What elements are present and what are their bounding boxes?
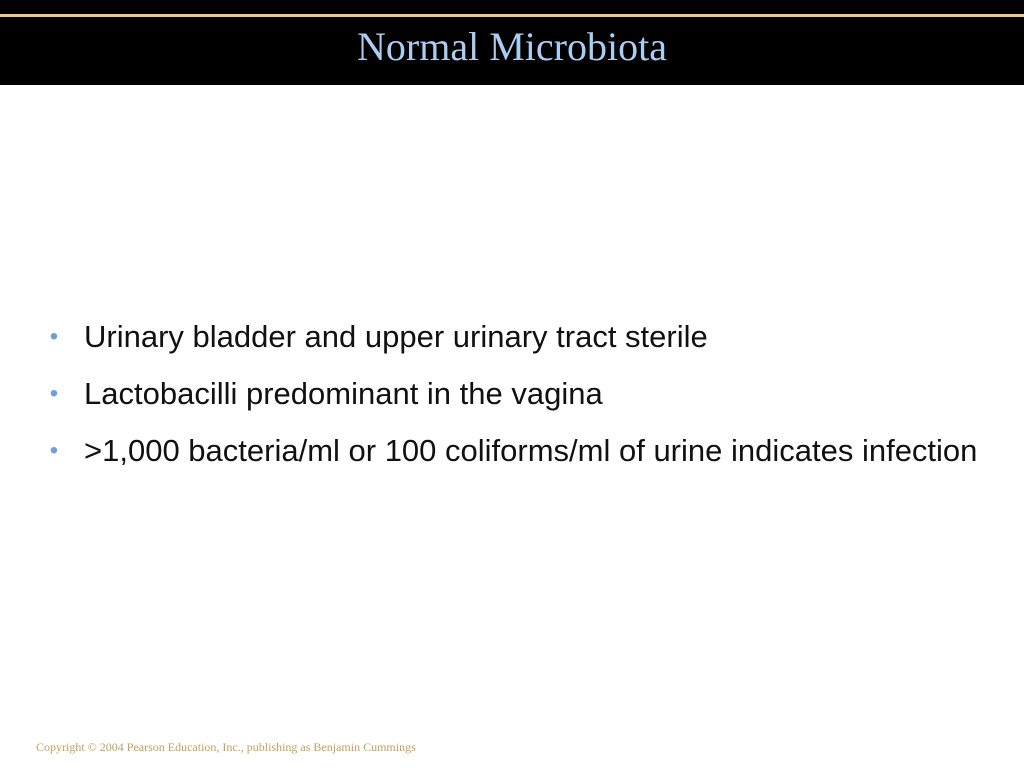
bullet-text: Lactobacilli predominant in the vagina (84, 376, 603, 411)
bullet-list (40, 318, 980, 489)
bullet-item (40, 318, 980, 356)
bullet-icon: • (49, 380, 59, 407)
bullet-icon: • (49, 437, 59, 464)
bullet-item (40, 375, 980, 413)
title-bar (0, 0, 1024, 85)
title-accent-line (0, 14, 1024, 17)
bullet-item (40, 432, 980, 470)
bullet-text: >1,000 bacteria/ml or 100 coliforms/ml of urine indicates infection (84, 433, 978, 468)
slide-title: Normal Microbiota (357, 24, 667, 69)
copyright-footer: Copyright © 2004 Pearson Education, Inc., publishing as Benjamin Cummings (36, 740, 416, 754)
bullet-text: Urinary bladder and upper urinary tract sterile (84, 319, 708, 354)
bullet-icon: • (49, 323, 59, 350)
